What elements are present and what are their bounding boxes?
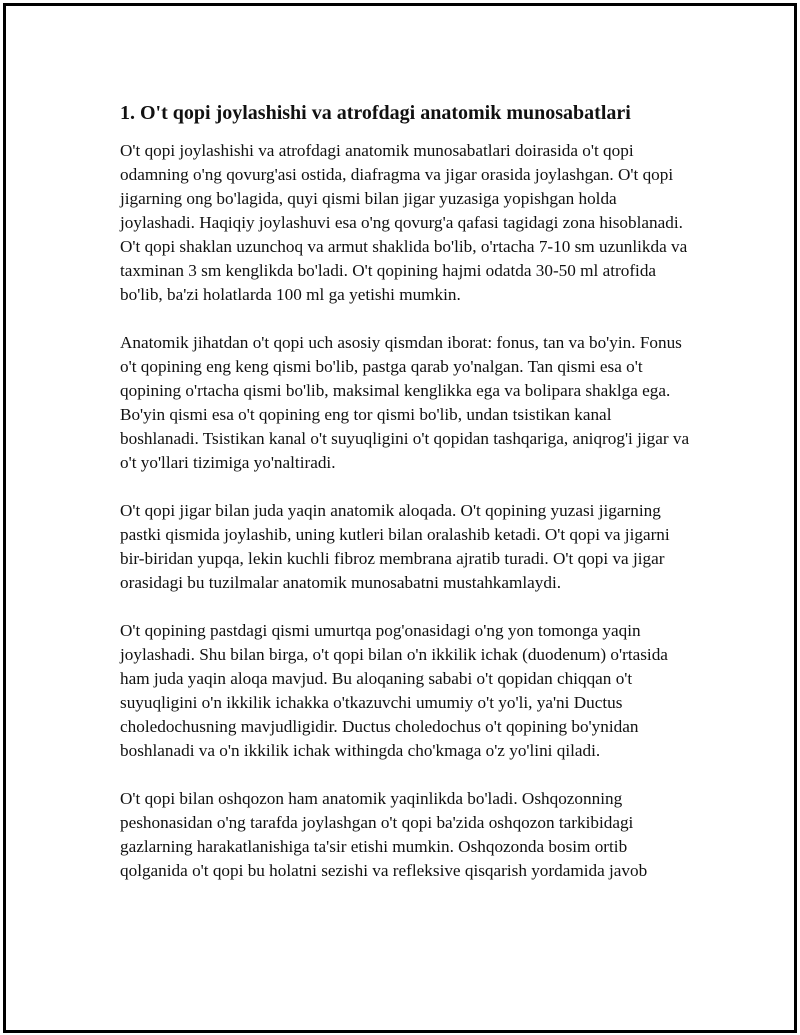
- section-heading: 1. O't qopi joylashishi va atrofdagi anatomik munosabatlari: [120, 102, 631, 124]
- paragraph-2: Anatomik jihatdan o't qopi uch asosiy qismdan iborat: fonus, tan va bo'yin. Fonus o't qopining eng keng qismi bo'lib, pastga qarab yo'nalgan. Tan qismi esa o't qopining o'rtacha qismi bo'lib, maksimal kenglikka ega va bolipara shaklga ega. Bo'yin qismi esa o't qopining eng tor qismi bo'lib, undan tsistikan kanal boshlanadi. Tsistikan kanal o't suyuqligini o't qopidan tashqariga, aniqrog'i jigar va o't yo'llari tizimiga yo'naltiradi.: [120, 333, 690, 472]
- page-content: [120, 99, 692, 907]
- paragraph-1: O't qopi joylashishi va atrofdagi anatomik munosabatlari doirasida o't qopi odamning o'ng qovurg'asi ostida, diafragma va jigar orasida joylashgan. O't qopi jigarning ong bo'lagida, quyi qismi bilan jigar yuzasiga yopishgan holda joylashadi. Haqiqiy joylashuvi esa o'ng qovurg'a qafasi tagidagi zona hisoblanadi. O't qopi shaklan uzunchoq va armut shaklida bo'lib, o'rtacha 7-10 sm uzunlikda va taxminan 3 sm kenglikda bo'ladi. O't qopining hajmi odatda 30-50 ml atrofida bo'lib, ba'zi holatlarda 100 ml ga yetishi mumkin.: [120, 141, 688, 304]
- paragraph-3: O't qopi jigar bilan juda yaqin anatomik aloqada. O't qopining yuzasi jigarning pastki qismida joylashib, uning kutleri bilan oralashib ketadi. O't qopi va jigarni bir-biridan yupqa, lekin kuchli fibroz membrana ajratib turadi. O't qopi va jigar orasidagi bu tuzilmalar anatomik munosabatni mustahkamlaydi.: [120, 501, 670, 592]
- paragraph-5: O't qopi bilan oshqozon ham anatomik yaqinlikda bo'ladi. Oshqozonning peshonasidan o'ng tarafda joylashgan o't qopi ba'zida oshqozon tarkibidagi gazlarning harakatlanishiga ta'sir etishi mumkin. Oshqozonda bosim ortib qolganida o't qopi bu holatni sezishi va refleksive qisqarish yordamida javob: [120, 789, 648, 880]
- document-page: [3, 3, 797, 1033]
- paragraph-4: O't qopining pastdagi qismi umurtqa pog'onasidagi o'ng yon tomonga yaqin joylashadi. Shu bilan birga, o't qopi bilan o'n ikkilik ichak (duodenum) o'rtasida ham juda yaqin aloqa mavjud. Bu aloqaning sababi o't qopidan chiqqan o't suyuqligini o'n ikkilik ichakka o'tkazuvchi umumiy o't yo'li, ya'ni Ductus choledochusning mavjudligidir. Ductus choledochus o't qopining bo'ynidan boshlanadi va o'n ikkilik ichak withingda cho'kmaga o'z yo'lini qiladi.: [120, 621, 668, 760]
